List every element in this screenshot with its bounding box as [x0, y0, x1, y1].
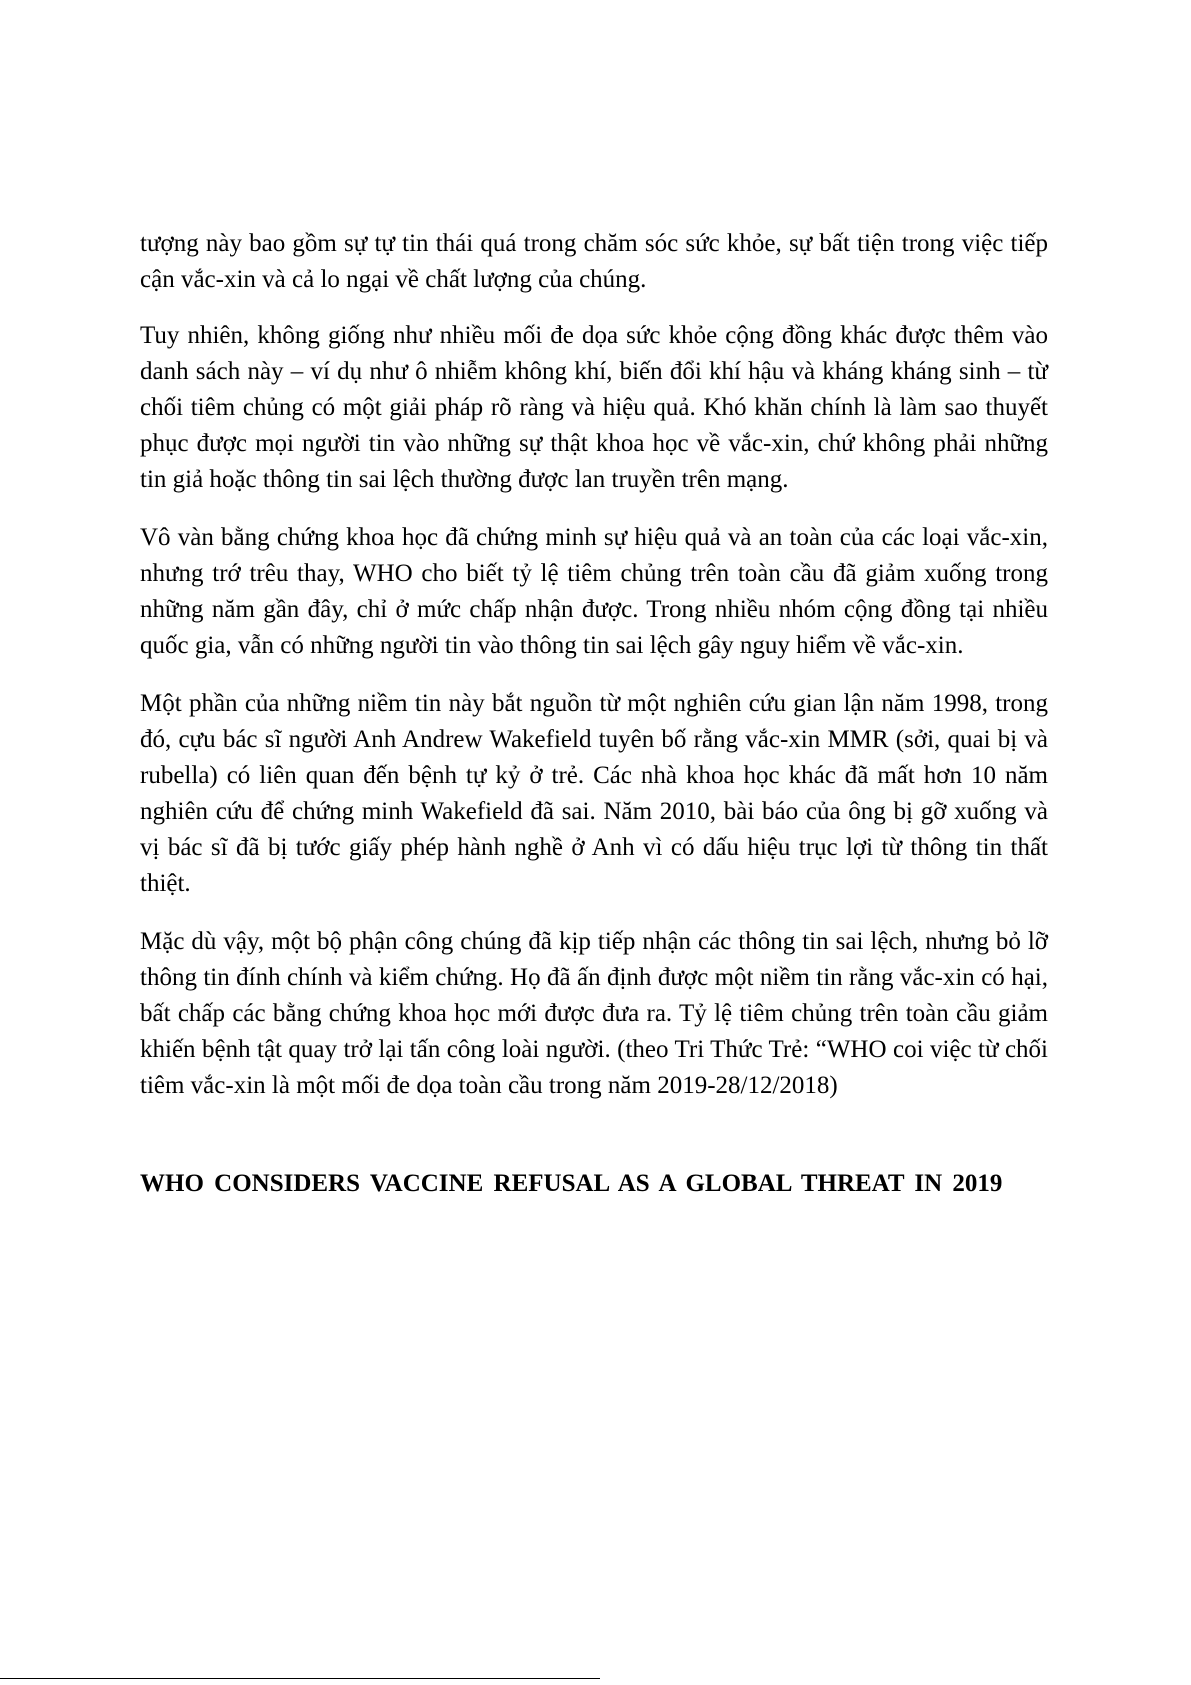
footnote-divider — [0, 1678, 600, 1679]
paragraph-scientific-evidence: Vô vàn bằng chứng khoa học đã chứng minh sự hiệu quả và an toàn của các loại vắc-xin, nhưng trớ trêu thay, WHO cho biết tỷ lệ tiêm chủng trên toàn cầu đã giảm xuống trong những năm gần đây, chỉ ở mức chấp nhận được. Trong nhiều nhóm cộng đồng tại nhiều quốc gia, vẫn có những người tin vào thông tin sai lệch gây nguy hiểm về vắc-xin. — [140, 524, 1048, 659]
paragraph-vaccine-hesitancy-factors: tượng này bao gồm sự tự tin thái quá trong chăm sóc sức khỏe, sự bất tiện trong việc tiếp cận vắc-xin và cả lo ngại về chất lượng của chúng. — [140, 230, 1048, 293]
paragraph-misinformation-source: Mặc dù vậy, một bộ phận công chúng đã kịp tiếp nhận các thông tin sai lệch, nhưng bỏ lỡ thông tin đính chính và kiểm chứng. Họ đã ấn định được một niềm tin rằng vắc-xin có hại, bất chấp các bằng chứng khoa học mới được đưa ra. Tỷ lệ tiêm chủng trên toàn cầu giảm khiến bệnh tật quay trở lại tấn công loài người. (theo Tri Thức Trẻ: “WHO coi việc từ chối tiêm vắc-xin là một mối đe dọa toàn cầu trong năm 2019-28/12/2018) — [140, 928, 1048, 1099]
paragraph-wakefield-study: Một phần của những niềm tin này bắt nguồn từ một nghiên cứu gian lận năm 1998, trong đó, cựu bác sĩ người Anh Andrew Wakefield tuyên bố rằng vắc-xin MMR (sởi, quai bị và rubella) có liên quan đến bệnh tự kỷ ở trẻ. Các nhà khoa học khác đã mất hơn 10 năm nghiên cứu để chứng minh Wakefield đã sai. Năm 2010, bài báo của ông bị gỡ xuống và vị bác sĩ đã bị tước giấy phép hành nghề ở Anh vì có dấu hiệu trục lợi từ thông tin thất thiệt. — [140, 690, 1048, 897]
paragraph-clear-solution: Tuy nhiên, không giống như nhiều mối đe dọa sức khỏe cộng đồng khác được thêm vào danh sách này – ví dụ như ô nhiễm không khí, biến đổi khí hậu và kháng kháng sinh – từ chối tiêm chủng có một giải pháp rõ ràng và hiệu quả. Khó khăn chính là làm sao thuyết phục được mọi người tin vào những sự thật khoa học về vắc-xin, chứ không phải những tin giả hoặc thông tin sai lệch thường được lan truyền trên mạng. — [140, 322, 1048, 493]
english-section-heading: WHO CONSIDERS VACCINE REFUSAL AS A GLOBAL THREAT IN 2019 — [140, 1170, 1003, 1197]
document-body — [140, 226, 1048, 1202]
